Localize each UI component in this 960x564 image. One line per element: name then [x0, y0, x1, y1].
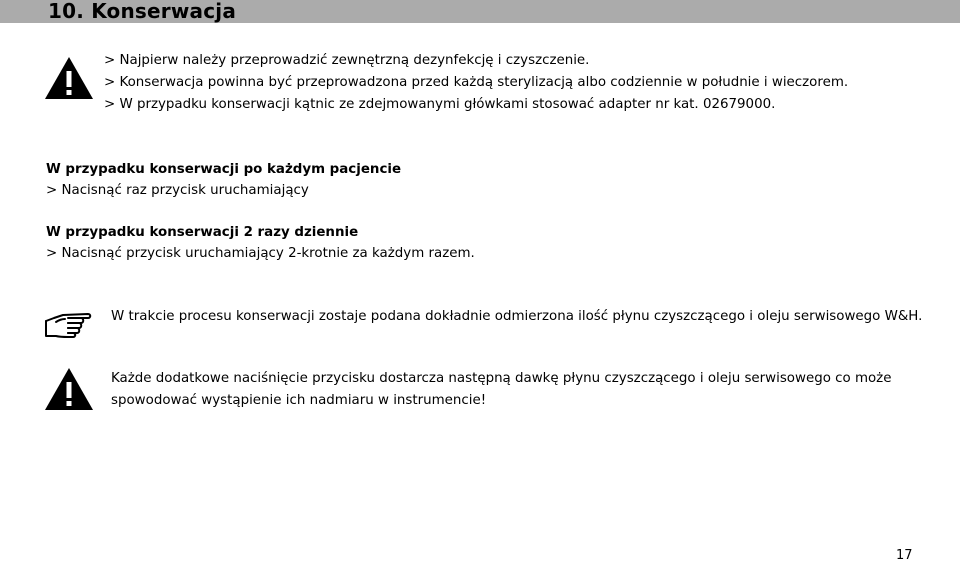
warning-line-3: > W przypadku konserwacji kątnic ze zdejmowanymi główkami stosować adapter nr kat. 02679000. — [104, 97, 776, 112]
note-text: W trakcie procesu konserwacji zostaje podana dokładnie odmierzona ilość płynu czyszczącego i oleju serwisowego W&H. — [111, 309, 923, 324]
caution-line-1: Każde dodatkowe naciśnięcie przycisku dostarcza następną dawkę płynu czyszczącego i oleju serwisowego co może — [111, 371, 892, 386]
per-patient-heading: W przypadku konserwacji po każdym pacjencie — [46, 162, 402, 177]
per-patient-instruction: > Nacisnąć raz przycisk uruchamiający — [46, 183, 309, 198]
warning-icon — [44, 56, 94, 100]
page-number: 17 — [896, 548, 913, 563]
section-title: 10. Konserwacja — [48, 0, 237, 23]
caution-line-2: spowodować wystąpienie ich nadmiaru w instrumencie! — [111, 393, 487, 408]
twice-daily-instruction: > Nacisnąć przycisk uruchamiający 2-krotnie za każdym razem. — [46, 246, 475, 261]
pointing-hand-icon — [44, 309, 94, 341]
twice-daily-heading: W przypadku konserwacji 2 razy dziennie — [46, 225, 359, 240]
warning-line-1: > Najpierw należy przeprowadzić zewnętrzną dezynfekcję i czyszczenie. — [104, 53, 590, 68]
warning-line-2: > Konserwacja powinna być przeprowadzona przed każdą sterylizacją albo codziennie w południe i wieczorem. — [104, 75, 849, 90]
warning-icon — [44, 367, 94, 411]
